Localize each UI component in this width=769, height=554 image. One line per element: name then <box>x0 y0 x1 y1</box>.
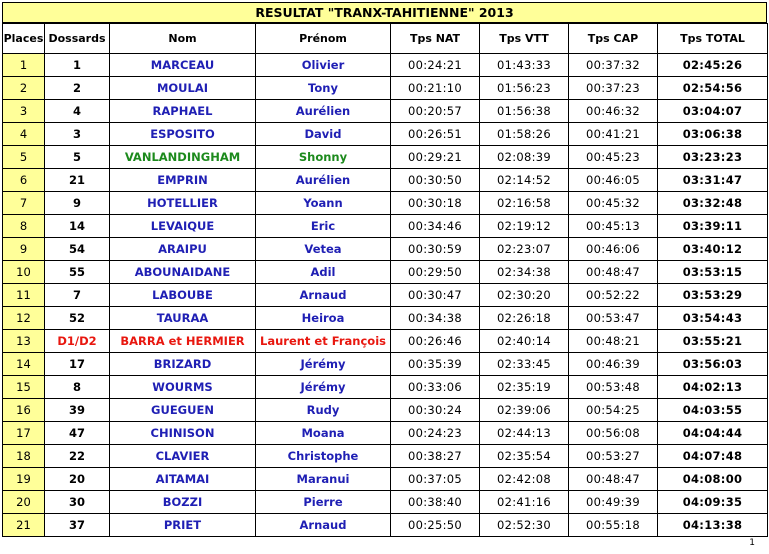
header-row <box>3 24 768 54</box>
tps-cap-cell: 00:46:06 <box>569 238 658 261</box>
nom-cell: TAURAA <box>110 307 256 330</box>
table-row <box>3 468 768 491</box>
dossard-cell: 20 <box>45 468 110 491</box>
tps-nat-cell: 00:26:46 <box>391 330 480 353</box>
nom-cell: CLAVIER <box>110 445 256 468</box>
tps-cap-cell: 00:46:05 <box>569 169 658 192</box>
prenom-cell: Maranui <box>256 468 391 491</box>
tps-total-cell: 03:53:15 <box>658 261 768 284</box>
tps-cap-cell: 00:48:47 <box>569 261 658 284</box>
prenom-cell: Vetea <box>256 238 391 261</box>
prenom-cell: Yoann <box>256 192 391 215</box>
nom-cell: ABOUNAIDANE <box>110 261 256 284</box>
results-body <box>3 54 768 537</box>
tps-vtt-cell: 02:41:16 <box>480 491 569 514</box>
table-row <box>3 123 768 146</box>
table-row <box>3 330 768 353</box>
tps-total-cell: 02:45:26 <box>658 54 768 77</box>
prenom-cell: Adil <box>256 261 391 284</box>
tps-cap-cell: 00:52:22 <box>569 284 658 307</box>
tps-nat-cell: 00:30:18 <box>391 192 480 215</box>
prenom-cell: Moana <box>256 422 391 445</box>
place-cell: 12 <box>3 307 45 330</box>
prenom-cell: Pierre <box>256 491 391 514</box>
tps-vtt-cell: 02:34:38 <box>480 261 569 284</box>
place-cell: 21 <box>3 514 45 537</box>
header-tps-nat: Tps NAT <box>391 24 480 54</box>
tps-nat-cell: 00:30:24 <box>391 399 480 422</box>
place-cell: 15 <box>3 376 45 399</box>
tps-nat-cell: 00:34:46 <box>391 215 480 238</box>
tps-cap-cell: 00:54:25 <box>569 399 658 422</box>
tps-cap-cell: 00:41:21 <box>569 123 658 146</box>
prenom-cell: Christophe <box>256 445 391 468</box>
table-row <box>3 422 768 445</box>
tps-nat-cell: 00:21:10 <box>391 77 480 100</box>
tps-cap-cell: 00:56:08 <box>569 422 658 445</box>
tps-nat-cell: 00:30:59 <box>391 238 480 261</box>
table-row <box>3 353 768 376</box>
tps-vtt-cell: 02:08:39 <box>480 146 569 169</box>
tps-nat-cell: 00:37:05 <box>391 468 480 491</box>
tps-cap-cell: 00:53:27 <box>569 445 658 468</box>
dossard-cell: 55 <box>45 261 110 284</box>
tps-cap-cell: 00:46:39 <box>569 353 658 376</box>
prenom-cell: Aurélien <box>256 100 391 123</box>
place-cell: 14 <box>3 353 45 376</box>
nom-cell: LABOUBE <box>110 284 256 307</box>
results-table <box>2 23 768 537</box>
tps-total-cell: 04:02:13 <box>658 376 768 399</box>
header-nom: Nom <box>110 24 256 54</box>
tps-vtt-cell: 01:43:33 <box>480 54 569 77</box>
table-row <box>3 376 768 399</box>
dossard-cell: 7 <box>45 284 110 307</box>
place-cell: 18 <box>3 445 45 468</box>
table-row <box>3 192 768 215</box>
tps-nat-cell: 00:35:39 <box>391 353 480 376</box>
place-cell: 16 <box>3 399 45 422</box>
table-row <box>3 77 768 100</box>
tps-total-cell: 03:04:07 <box>658 100 768 123</box>
header-tps-total: Tps TOTAL <box>658 24 768 54</box>
tps-cap-cell: 00:46:32 <box>569 100 658 123</box>
place-cell: 2 <box>3 77 45 100</box>
tps-vtt-cell: 02:35:19 <box>480 376 569 399</box>
prenom-cell: David <box>256 123 391 146</box>
place-cell: 4 <box>3 123 45 146</box>
tps-vtt-cell: 02:26:18 <box>480 307 569 330</box>
tps-vtt-cell: 02:39:06 <box>480 399 569 422</box>
tps-vtt-cell: 01:56:38 <box>480 100 569 123</box>
tps-nat-cell: 00:20:57 <box>391 100 480 123</box>
dossard-cell: 8 <box>45 376 110 399</box>
tps-cap-cell: 00:55:18 <box>569 514 658 537</box>
dossard-cell: 1 <box>45 54 110 77</box>
place-cell: 7 <box>3 192 45 215</box>
nom-cell: EMPRIN <box>110 169 256 192</box>
prenom-cell: Jérémy <box>256 353 391 376</box>
header-tps-vtt: Tps VTT <box>480 24 569 54</box>
tps-cap-cell: 00:37:32 <box>569 54 658 77</box>
place-cell: 20 <box>3 491 45 514</box>
nom-cell: BRIZARD <box>110 353 256 376</box>
tps-cap-cell: 00:37:23 <box>569 77 658 100</box>
tps-vtt-cell: 02:35:54 <box>480 445 569 468</box>
prenom-cell: Aurélien <box>256 169 391 192</box>
table-row <box>3 100 768 123</box>
tps-nat-cell: 00:30:50 <box>391 169 480 192</box>
tps-vtt-cell: 02:30:20 <box>480 284 569 307</box>
tps-nat-cell: 00:38:40 <box>391 491 480 514</box>
nom-cell: BOZZI <box>110 491 256 514</box>
nom-cell: PRIET <box>110 514 256 537</box>
tps-vtt-cell: 02:16:58 <box>480 192 569 215</box>
header-places: Places <box>3 24 45 54</box>
tps-total-cell: 04:13:38 <box>658 514 768 537</box>
place-cell: 6 <box>3 169 45 192</box>
prenom-cell: Shonny <box>256 146 391 169</box>
tps-vtt-cell: 02:14:52 <box>480 169 569 192</box>
prenom-cell: Eric <box>256 215 391 238</box>
dossard-cell: 14 <box>45 215 110 238</box>
tps-vtt-cell: 02:42:08 <box>480 468 569 491</box>
nom-cell: HOTELLIER <box>110 192 256 215</box>
tps-nat-cell: 00:30:47 <box>391 284 480 307</box>
nom-cell: WOURMS <box>110 376 256 399</box>
table-row <box>3 169 768 192</box>
tps-vtt-cell: 02:19:12 <box>480 215 569 238</box>
tps-total-cell: 04:09:35 <box>658 491 768 514</box>
page-number: 1 <box>749 538 755 548</box>
tps-vtt-cell: 02:44:13 <box>480 422 569 445</box>
table-row <box>3 146 768 169</box>
tps-vtt-cell: 01:58:26 <box>480 123 569 146</box>
place-cell: 9 <box>3 238 45 261</box>
prenom-cell: Olivier <box>256 54 391 77</box>
dossard-cell: 22 <box>45 445 110 468</box>
nom-cell: BARRA et HERMIER <box>110 330 256 353</box>
tps-total-cell: 04:08:00 <box>658 468 768 491</box>
tps-nat-cell: 00:26:51 <box>391 123 480 146</box>
tps-total-cell: 03:54:43 <box>658 307 768 330</box>
header-tps-cap: Tps CAP <box>569 24 658 54</box>
table-row <box>3 399 768 422</box>
tps-total-cell: 04:04:44 <box>658 422 768 445</box>
dossard-cell: 17 <box>45 353 110 376</box>
dossard-cell: 3 <box>45 123 110 146</box>
table-row <box>3 307 768 330</box>
prenom-cell: Tony <box>256 77 391 100</box>
prenom-cell: Arnaud <box>256 284 391 307</box>
nom-cell: CHINISON <box>110 422 256 445</box>
place-cell: 5 <box>3 146 45 169</box>
place-cell: 1 <box>3 54 45 77</box>
table-row <box>3 514 768 537</box>
tps-cap-cell: 00:45:23 <box>569 146 658 169</box>
nom-cell: RAPHAEL <box>110 100 256 123</box>
tps-total-cell: 04:03:55 <box>658 399 768 422</box>
table-row <box>3 284 768 307</box>
tps-total-cell: 03:40:12 <box>658 238 768 261</box>
nom-cell: LEVAIQUE <box>110 215 256 238</box>
tps-total-cell: 03:55:21 <box>658 330 768 353</box>
tps-total-cell: 02:54:56 <box>658 77 768 100</box>
nom-cell: MARCEAU <box>110 54 256 77</box>
dossard-cell: D1/D2 <box>45 330 110 353</box>
header-dossards: Dossards <box>45 24 110 54</box>
tps-nat-cell: 00:24:21 <box>391 54 480 77</box>
dossard-cell: 9 <box>45 192 110 215</box>
dossard-cell: 39 <box>45 399 110 422</box>
tps-total-cell: 03:31:47 <box>658 169 768 192</box>
dossard-cell: 5 <box>45 146 110 169</box>
tps-nat-cell: 00:24:23 <box>391 422 480 445</box>
nom-cell: VANLANDINGHAM <box>110 146 256 169</box>
tps-cap-cell: 00:45:32 <box>569 192 658 215</box>
dossard-cell: 54 <box>45 238 110 261</box>
nom-cell: AITAMAI <box>110 468 256 491</box>
nom-cell: MOULAI <box>110 77 256 100</box>
dossard-cell: 4 <box>45 100 110 123</box>
place-cell: 19 <box>3 468 45 491</box>
tps-cap-cell: 00:48:21 <box>569 330 658 353</box>
tps-nat-cell: 00:34:38 <box>391 307 480 330</box>
tps-vtt-cell: 01:56:23 <box>480 77 569 100</box>
tps-vtt-cell: 02:23:07 <box>480 238 569 261</box>
tps-total-cell: 03:23:23 <box>658 146 768 169</box>
table-row <box>3 215 768 238</box>
nom-cell: ARAIPU <box>110 238 256 261</box>
table-row <box>3 261 768 284</box>
dossard-cell: 2 <box>45 77 110 100</box>
dossard-cell: 30 <box>45 491 110 514</box>
tps-cap-cell: 00:49:39 <box>569 491 658 514</box>
nom-cell: GUEGUEN <box>110 399 256 422</box>
header-prenom: Prénom <box>256 24 391 54</box>
tps-vtt-cell: 02:40:14 <box>480 330 569 353</box>
tps-total-cell: 04:07:48 <box>658 445 768 468</box>
tps-nat-cell: 00:29:50 <box>391 261 480 284</box>
place-cell: 10 <box>3 261 45 284</box>
tps-vtt-cell: 02:33:45 <box>480 353 569 376</box>
tps-total-cell: 03:53:29 <box>658 284 768 307</box>
tps-total-cell: 03:06:38 <box>658 123 768 146</box>
tps-total-cell: 03:32:48 <box>658 192 768 215</box>
tps-cap-cell: 00:53:47 <box>569 307 658 330</box>
dossard-cell: 21 <box>45 169 110 192</box>
dossard-cell: 52 <box>45 307 110 330</box>
results-title: RESULTAT "TRANX-TAHITIENNE" 2013 <box>2 2 767 23</box>
place-cell: 11 <box>3 284 45 307</box>
tps-nat-cell: 00:25:50 <box>391 514 480 537</box>
prenom-cell: Heiroa <box>256 307 391 330</box>
tps-cap-cell: 00:45:13 <box>569 215 658 238</box>
tps-nat-cell: 00:29:21 <box>391 146 480 169</box>
prenom-cell: Arnaud <box>256 514 391 537</box>
tps-nat-cell: 00:33:06 <box>391 376 480 399</box>
prenom-cell: Rudy <box>256 399 391 422</box>
dossard-cell: 37 <box>45 514 110 537</box>
table-row <box>3 238 768 261</box>
tps-total-cell: 03:39:11 <box>658 215 768 238</box>
prenom-cell: Laurent et François <box>256 330 391 353</box>
table-row <box>3 491 768 514</box>
tps-cap-cell: 00:48:47 <box>569 468 658 491</box>
place-cell: 8 <box>3 215 45 238</box>
tps-nat-cell: 00:38:27 <box>391 445 480 468</box>
tps-total-cell: 03:56:03 <box>658 353 768 376</box>
table-row <box>3 54 768 77</box>
prenom-cell: Jérémy <box>256 376 391 399</box>
tps-cap-cell: 00:53:48 <box>569 376 658 399</box>
place-cell: 3 <box>3 100 45 123</box>
table-row <box>3 445 768 468</box>
place-cell: 13 <box>3 330 45 353</box>
tps-vtt-cell: 02:52:30 <box>480 514 569 537</box>
nom-cell: ESPOSITO <box>110 123 256 146</box>
dossard-cell: 47 <box>45 422 110 445</box>
place-cell: 17 <box>3 422 45 445</box>
